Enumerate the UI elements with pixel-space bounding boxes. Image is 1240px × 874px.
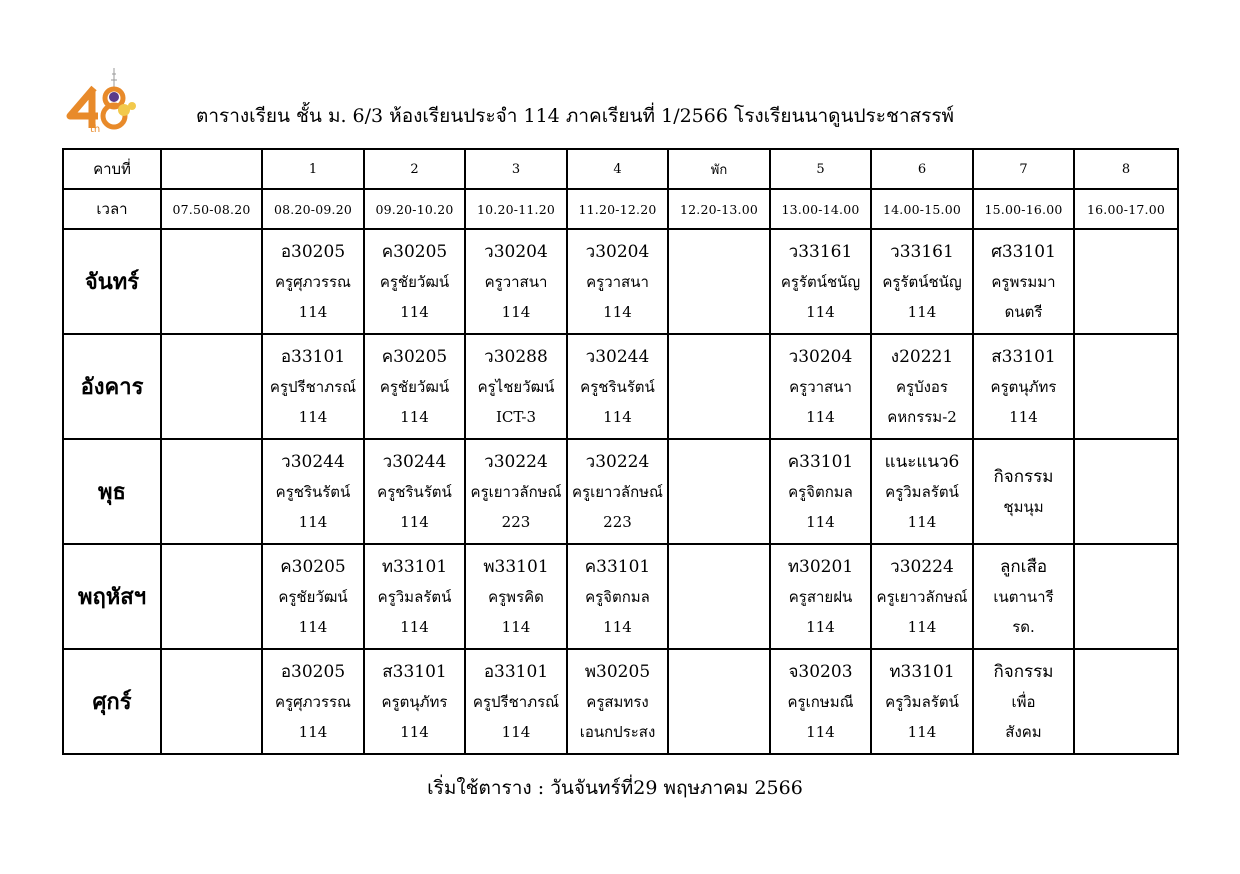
timetable-cell bbox=[161, 649, 262, 754]
subject-code: ว30244 bbox=[281, 451, 345, 472]
teacher-name: ครูปรีชาภรณ์ bbox=[472, 692, 560, 711]
room-name: ICT-3 bbox=[495, 407, 537, 426]
subject-code: ง20221 bbox=[890, 346, 954, 367]
teacher-name: เนตานารี bbox=[993, 587, 1054, 606]
period-header-cell: 3 bbox=[465, 149, 567, 189]
room-name: 114 bbox=[907, 512, 937, 531]
teacher-name: ครูบังอร bbox=[895, 377, 948, 396]
subject-code: ว30204 bbox=[585, 241, 650, 262]
timetable-cell bbox=[770, 334, 871, 439]
timetable-cell bbox=[973, 439, 1074, 544]
day-row bbox=[63, 649, 1178, 754]
room-name: 114 bbox=[400, 617, 429, 636]
teacher-name: ครูพรมมา bbox=[991, 272, 1056, 291]
subject-code: อ30205 bbox=[280, 661, 346, 682]
class-entry bbox=[568, 440, 667, 543]
timetable-cell bbox=[668, 649, 770, 754]
timetable-cell bbox=[262, 544, 364, 649]
teacher-name: ครูเกษมณี bbox=[787, 692, 854, 711]
time-header-cell: 07.50-08.20 bbox=[161, 189, 262, 229]
start-date-note: เริ่มใช้ตาราง : วันจันทร์ที่29 พฤษภาคม 2566 bbox=[427, 777, 803, 799]
class-entry bbox=[974, 650, 1073, 753]
class-entry bbox=[466, 545, 566, 648]
teacher-name: ครูจิตกมล bbox=[788, 482, 853, 501]
school-logo bbox=[64, 66, 144, 134]
timetable bbox=[62, 148, 1179, 755]
logo-sub-text: th bbox=[90, 124, 101, 134]
period-header-cell bbox=[161, 149, 262, 189]
time-header-cell: 09.20-10.20 bbox=[364, 189, 465, 229]
teacher-name: ครูวาสนา bbox=[586, 272, 649, 291]
subject-code: ท30201 bbox=[787, 556, 854, 577]
teacher-name: ครูเยาวลักษณ์ bbox=[470, 482, 562, 501]
timetable-cell bbox=[973, 229, 1074, 334]
time-header-cell: 13.00-14.00 bbox=[770, 189, 871, 229]
subject-code: ค33101 bbox=[584, 556, 651, 577]
time-header-cell: 11.20-12.20 bbox=[567, 189, 668, 229]
day-name: อังคาร bbox=[63, 334, 161, 439]
timetable-cell bbox=[770, 439, 871, 544]
class-entry bbox=[365, 230, 464, 333]
timetable-cell bbox=[973, 649, 1074, 754]
class-entry bbox=[771, 335, 870, 438]
timetable-cell bbox=[262, 334, 364, 439]
room-name: รด. bbox=[1012, 617, 1035, 636]
timetable-cell bbox=[161, 544, 262, 649]
teacher-name: ครูชรินรัตน์ bbox=[275, 482, 351, 501]
subject-code: กิจกรรม bbox=[993, 661, 1054, 682]
class-entry bbox=[872, 650, 972, 753]
class-entry bbox=[365, 545, 464, 648]
subject-code: ว30244 bbox=[585, 346, 650, 367]
teacher-name: ครูชัยวัฒน์ bbox=[278, 587, 348, 606]
timetable-cell bbox=[668, 229, 770, 334]
subject-code: ว30244 bbox=[382, 451, 447, 472]
class-entry bbox=[974, 440, 1073, 543]
subject-code: ท33101 bbox=[381, 556, 448, 577]
subject-code: ว30204 bbox=[788, 346, 853, 367]
room-name: 114 bbox=[298, 617, 328, 636]
timetable-cell bbox=[364, 439, 465, 544]
class-entry bbox=[974, 230, 1073, 333]
timetable-cell bbox=[567, 439, 668, 544]
teacher-name: ครูชัยวัฒน์ bbox=[379, 272, 450, 291]
timetable-cell bbox=[567, 229, 668, 334]
teacher-name: ครูชรินรัตน์ bbox=[580, 377, 655, 396]
day-name: ศุกร์ bbox=[63, 649, 161, 754]
subject-code: กิจกรรม bbox=[993, 466, 1054, 487]
page-title: ตารางเรียน ชั้น ม. 6/3 ห้องเรียนประจำ 114 ภาคเรียนที่ 1/2566 โรงเรียนนาดูนประชาสรรพ์ bbox=[196, 105, 955, 127]
class-entry bbox=[568, 335, 667, 438]
room-name: 114 bbox=[806, 722, 835, 741]
class-entry bbox=[872, 335, 972, 438]
room-name: 114 bbox=[907, 722, 937, 741]
subject-code: ว30224 bbox=[585, 451, 650, 472]
class-entry bbox=[263, 335, 363, 438]
room-name: สังคม bbox=[1005, 722, 1042, 741]
teacher-name: ชุมนุม bbox=[1003, 497, 1044, 516]
subject-code: อ33101 bbox=[280, 346, 346, 367]
timetable-cell bbox=[668, 439, 770, 544]
room-name: 114 bbox=[603, 302, 632, 321]
room-name: ดนตรี bbox=[1004, 302, 1043, 321]
timetable-cell bbox=[262, 649, 364, 754]
class-entry bbox=[872, 440, 972, 543]
period-header-cell: 8 bbox=[1074, 149, 1178, 189]
timetable-cell bbox=[770, 229, 871, 334]
time-label: เวลา bbox=[63, 189, 161, 229]
timetable-cell bbox=[262, 229, 364, 334]
teacher-name: ครูไชยวัฒน์ bbox=[477, 377, 555, 396]
teacher-name: ครูสายฝน bbox=[788, 587, 853, 606]
class-entry bbox=[974, 335, 1073, 438]
subject-code: ค30205 bbox=[280, 556, 346, 577]
timetable-cell bbox=[262, 439, 364, 544]
teacher-name: ครูสมทรง bbox=[586, 692, 649, 711]
timetable-cell bbox=[465, 439, 567, 544]
class-entry bbox=[466, 230, 566, 333]
period-header-cell: 4 bbox=[567, 149, 668, 189]
subject-code: ว30204 bbox=[484, 241, 548, 262]
subject-code: ว30224 bbox=[484, 451, 548, 472]
subject-code: พ30205 bbox=[584, 661, 651, 682]
class-entry bbox=[771, 230, 870, 333]
class-entry bbox=[263, 230, 363, 333]
room-name: 114 bbox=[907, 302, 937, 321]
subject-code: พ33101 bbox=[483, 556, 549, 577]
teacher-name: ครูวาสนา bbox=[484, 272, 548, 291]
room-name: 114 bbox=[907, 617, 937, 636]
day-name: จันทร์ bbox=[63, 229, 161, 334]
room-name: 114 bbox=[400, 407, 429, 426]
room-name: 114 bbox=[400, 512, 429, 531]
timetable-cell bbox=[1074, 229, 1178, 334]
teacher-name: ครูรัตน์ชนัญ bbox=[882, 272, 962, 291]
class-entry bbox=[568, 650, 667, 753]
room-name: 114 bbox=[1009, 407, 1038, 426]
class-entry bbox=[466, 335, 566, 438]
class-entry bbox=[974, 545, 1073, 648]
class-entry bbox=[771, 545, 870, 648]
class-entry bbox=[771, 650, 870, 753]
period-header-cell: 6 bbox=[871, 149, 973, 189]
timetable-cell bbox=[668, 544, 770, 649]
subject-code: ศ33101 bbox=[991, 241, 1056, 262]
timetable-cell bbox=[1074, 544, 1178, 649]
day-row bbox=[63, 439, 1178, 544]
timetable-cell bbox=[1074, 334, 1178, 439]
teacher-name: ครูพรคิด bbox=[488, 587, 544, 606]
class-entry bbox=[365, 335, 464, 438]
timetable-cell bbox=[465, 544, 567, 649]
teacher-name: ครูวิมลรัตน์ bbox=[885, 482, 959, 501]
teacher-name: ครูตนุภัทร bbox=[381, 692, 448, 711]
day-name: พฤหัสฯ bbox=[63, 544, 161, 649]
subject-code: ลูกเสือ bbox=[999, 556, 1048, 577]
period-label: คาบที่ bbox=[63, 149, 161, 189]
timetable-cell bbox=[364, 649, 465, 754]
teacher-name: ครูจิตกมล bbox=[585, 587, 650, 606]
subject-code: แนะแนว6 bbox=[884, 451, 960, 472]
timetable-cell bbox=[973, 334, 1074, 439]
time-header-cell: 15.00-16.00 bbox=[973, 189, 1074, 229]
class-entry bbox=[568, 230, 667, 333]
timetable-cell bbox=[1074, 439, 1178, 544]
teacher-name: ครูเยาวลักษณ์ bbox=[876, 587, 968, 606]
timetable-cell bbox=[364, 544, 465, 649]
period-header-cell: 2 bbox=[364, 149, 465, 189]
teacher-name: ครูชัยวัฒน์ bbox=[379, 377, 450, 396]
timetable-cell bbox=[871, 229, 973, 334]
timetable-cell bbox=[567, 334, 668, 439]
class-entry bbox=[872, 545, 972, 648]
subject-code: ว33161 bbox=[890, 241, 954, 262]
room-name: 114 bbox=[400, 302, 429, 321]
teacher-name: ครูศุภวรรณ bbox=[275, 692, 351, 711]
timetable-cell bbox=[770, 544, 871, 649]
timetable-cell bbox=[871, 649, 973, 754]
timetable-cell bbox=[567, 544, 668, 649]
day-row bbox=[63, 229, 1178, 334]
timetable-cell bbox=[465, 229, 567, 334]
teacher-name: เพื่อ bbox=[1011, 692, 1036, 711]
subject-code: ค30205 bbox=[381, 241, 448, 262]
class-entry bbox=[771, 440, 870, 543]
teacher-name: ครูวิมลรัตน์ bbox=[885, 692, 959, 711]
room-name: 114 bbox=[298, 407, 328, 426]
class-entry bbox=[568, 545, 667, 648]
subject-code: ส33101 bbox=[382, 661, 447, 682]
time-header-cell: 12.20-13.00 bbox=[668, 189, 770, 229]
class-entry bbox=[466, 650, 566, 753]
room-name: 114 bbox=[501, 722, 531, 741]
timetable-cell bbox=[1074, 649, 1178, 754]
room-name: 114 bbox=[298, 512, 328, 531]
subject-code: ค33101 bbox=[787, 451, 854, 472]
period-header-row bbox=[63, 149, 1178, 189]
room-name: 114 bbox=[501, 302, 531, 321]
timetable-cell bbox=[668, 334, 770, 439]
room-name: เอนกประสง bbox=[579, 722, 656, 741]
time-header-cell: 16.00-17.00 bbox=[1074, 189, 1178, 229]
subject-code: ค30205 bbox=[381, 346, 448, 367]
subject-code: ว30288 bbox=[484, 346, 548, 367]
timetable-cell bbox=[871, 439, 973, 544]
class-entry bbox=[263, 440, 363, 543]
time-header-cell: 14.00-15.00 bbox=[871, 189, 973, 229]
timetable-cell bbox=[871, 334, 973, 439]
teacher-name: ครูเยาวลักษณ์ bbox=[572, 482, 663, 501]
teacher-name: ครูตนุภัทร bbox=[990, 377, 1057, 396]
room-name: คหกรรม-2 bbox=[887, 407, 957, 426]
subject-code: ท33101 bbox=[889, 661, 955, 682]
time-header-row bbox=[63, 189, 1178, 229]
teacher-name: ครูปรีชาภรณ์ bbox=[269, 377, 357, 396]
period-header-cell: 1 bbox=[262, 149, 364, 189]
room-name: 223 bbox=[501, 512, 531, 531]
day-row bbox=[63, 544, 1178, 649]
teacher-name: ครูศุภวรรณ bbox=[275, 272, 351, 291]
period-header-cell: พัก bbox=[668, 149, 770, 189]
subject-code: ส33101 bbox=[991, 346, 1056, 367]
timetable-cell bbox=[465, 649, 567, 754]
class-entry bbox=[263, 650, 363, 753]
time-header-cell: 08.20-09.20 bbox=[262, 189, 364, 229]
timetable-cell bbox=[161, 334, 262, 439]
class-entry bbox=[365, 650, 464, 753]
timetable-cell bbox=[973, 544, 1074, 649]
day-row bbox=[63, 334, 1178, 439]
timetable-cell bbox=[161, 439, 262, 544]
teacher-name: ครูวาสนา bbox=[789, 377, 852, 396]
room-name: 114 bbox=[501, 617, 531, 636]
room-name: 114 bbox=[298, 302, 328, 321]
timetable-cell bbox=[567, 649, 668, 754]
subject-code: ว30224 bbox=[890, 556, 954, 577]
timetable-cell bbox=[465, 334, 567, 439]
subject-code: ว33161 bbox=[788, 241, 853, 262]
room-name: 114 bbox=[400, 722, 429, 741]
subject-code: อ33101 bbox=[483, 661, 549, 682]
room-name: 114 bbox=[603, 617, 632, 636]
room-name: 114 bbox=[806, 617, 835, 636]
teacher-name: ครูรัตน์ชนัญ bbox=[780, 272, 861, 291]
period-header-cell: 7 bbox=[973, 149, 1074, 189]
subject-code: อ30205 bbox=[280, 241, 346, 262]
room-name: 114 bbox=[603, 407, 632, 426]
class-entry bbox=[872, 230, 972, 333]
teacher-name: ครูวิมลรัตน์ bbox=[377, 587, 452, 606]
room-name: 114 bbox=[806, 512, 835, 531]
teacher-name: ครูชรินรัตน์ bbox=[377, 482, 452, 501]
day-name: พุธ bbox=[63, 439, 161, 544]
room-name: 223 bbox=[603, 512, 632, 531]
class-entry bbox=[365, 440, 464, 543]
timetable-cell bbox=[770, 649, 871, 754]
room-name: 114 bbox=[298, 722, 328, 741]
class-entry bbox=[466, 440, 566, 543]
timetable-cell bbox=[871, 544, 973, 649]
timetable-cell bbox=[364, 229, 465, 334]
time-header-cell: 10.20-11.20 bbox=[465, 189, 567, 229]
class-entry bbox=[263, 545, 363, 648]
room-name: 114 bbox=[806, 407, 835, 426]
room-name: 114 bbox=[806, 302, 835, 321]
period-header-cell: 5 bbox=[770, 149, 871, 189]
timetable-cell bbox=[364, 334, 465, 439]
timetable-cell bbox=[161, 229, 262, 334]
subject-code: จ30203 bbox=[788, 661, 853, 682]
